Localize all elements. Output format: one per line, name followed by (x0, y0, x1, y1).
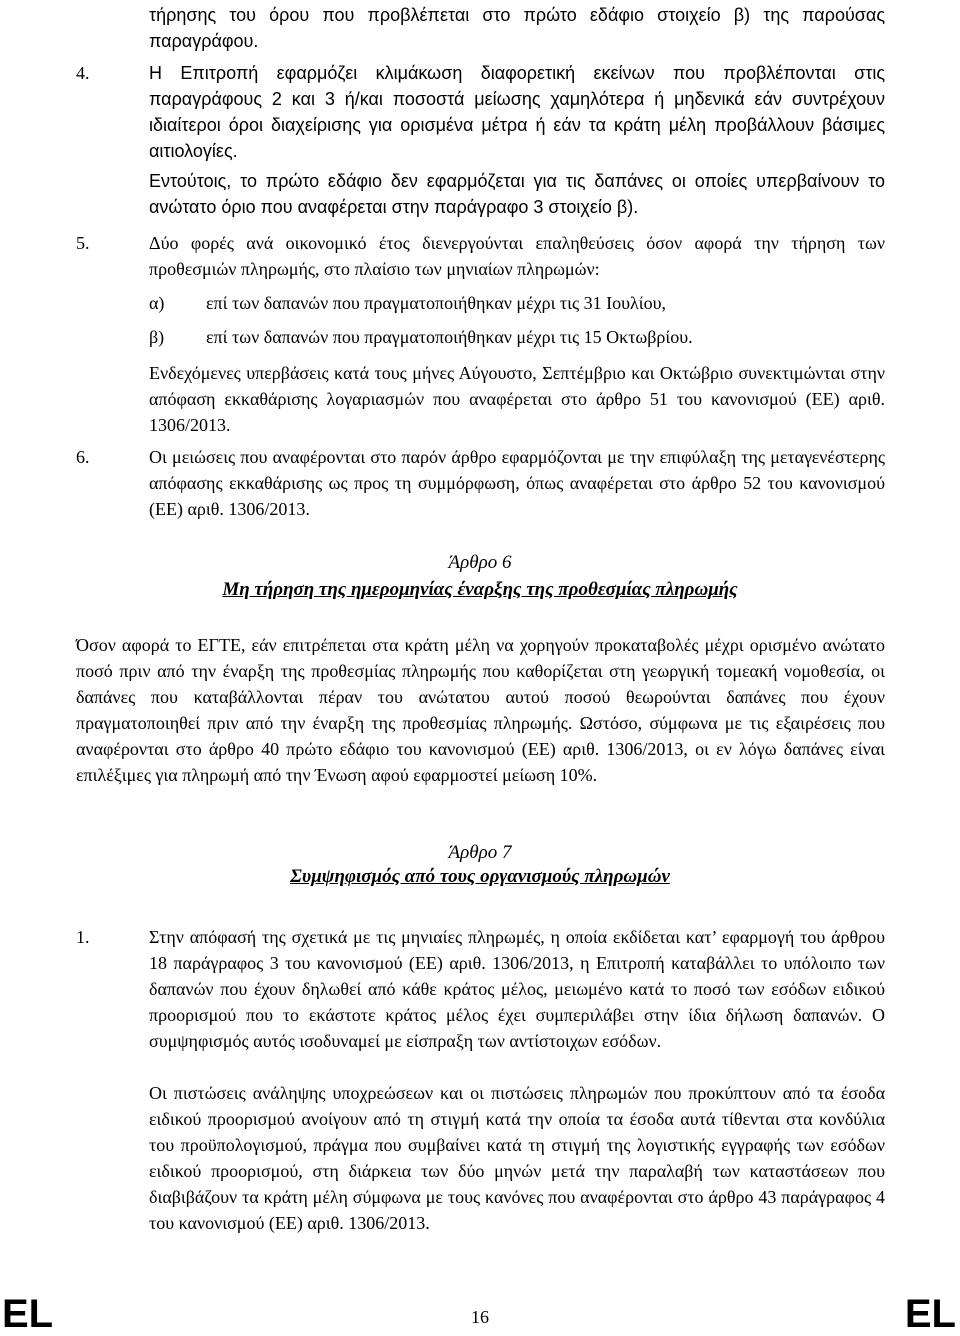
paragraph-5-number: 5. (76, 233, 90, 253)
article-7-paragraph-1-number: 1. (76, 927, 90, 947)
list-item-text: επί των δαπανών που πραγματοποιήθηκαν μέχρι τις 31 Ιουλίου, (206, 293, 667, 313)
footer-language-left: EL (2, 1292, 54, 1336)
paragraph-6-number: 6. (76, 447, 90, 467)
paragraph-6-text: Οι μειώσεις που αναφέρονται στο παρόν άρθρο εφαρμόζονται με την επιφύλαξη της μεταγενέστερης απόφασης εκκαθάρισης ως προς τη συμμόρφωση, όπως αναφέρεται στο άρθρο 52 του κανονισμού (ΕΕ) αριθ. 1306/2013. (149, 447, 885, 519)
list-item-label: β) (149, 327, 165, 347)
paragraph-4-number: 4. (76, 63, 90, 83)
article-6-text: Όσον αφορά το ΕΓΤΕ, εάν επιτρέπεται στα κράτη μέλη να χορηγούν προκαταβολές μέχρι ορισμένο ανώτατο ποσό πριν από την έναρξη της προθεσμίας πληρωμής που καθορίζεται στη γεωργική τομεακή νομοθεσία, οι δαπάνες που καταβάλλονται πέραν του ανώτατου αυτού ποσού θεωρούνται δαπάνες που έχουν πραγματοποιηθεί πριν από την έναρξη της προθεσμίας πληρωμής. Ωστόσο, σύμφωνα με τις εξαιρέσεις που αναφέρονται στο άρθρο 40 πρώτο εδάφιο του κανονισμού (ΕΕ) αριθ. 1306/2013, οι εν λόγω δαπάνες είναι επιλέξιμες για πληρωμή από την Ένωση αφού εφαρμοστεί μείωση 10%. (76, 635, 885, 785)
article-7-title: Συμψηφισμός από τους οργανισμούς πληρωμών (290, 866, 670, 887)
footer-language-right: EL (904, 1292, 956, 1336)
paragraph-3-continuation: τήρησης του όρου που προβλέπεται στο πρώτο εδάφιο στοιχείο β) της παρούσας παραγράφου. (149, 5, 885, 51)
paragraph-4-text: Η Επιτροπή εφαρμόζει κλιμάκωση διαφορετική εκείνων που προβλέπονται στις παραγράφους 2 και 3 ή/και ποσοστά μείωσης χαμηλότερα ή μηδενικά εάν συντρέχουν ιδιαίτεροι όροι διαχείρισης για ορισμένα μέτρα ή εάν τα κράτη μέλη προβάλλουν βάσιμες αιτιολογίες. (149, 63, 885, 161)
article-6-label: Άρθρο 6 (448, 552, 512, 573)
article-6-title: Μη τήρηση της ημερομηνίας έναρξης της προθεσμίας πληρωμής (222, 579, 738, 600)
list-item-text: επί των δαπανών που πραγματοποιήθηκαν μέχρι τις 15 Οκτωβρίου. (206, 327, 693, 347)
list-item-label: α) (149, 293, 165, 313)
paragraph-4-subparagraph: Εντούτοις, το πρώτο εδάφιο δεν εφαρμόζεται για τις δαπάνες οι οποίες υπερβαίνουν το ανώτατο όριο που αναφέρεται στην παράγραφο 3 στοιχείο β). (149, 171, 885, 217)
paragraph-5-subparagraph: Ενδεχόμενες υπερβάσεις κατά τους μήνες Αύγουστο, Σεπτέμβριο και Οκτώβριο συνεκτιμώνται στην απόφαση εκκαθάρισης λογαριασμών που αναφέρεται στο άρθρο 51 του κανονισμού (ΕΕ) αριθ. 1306/2013. (149, 363, 885, 435)
article-7-label: Άρθρο 7 (448, 842, 512, 863)
paragraph-5-text: Δύο φορές ανά οικονομικό έτος διενεργούνται επαληθεύσεις όσον αφορά την τήρηση των προθεσμιών πληρωμής, στο πλαίσιο των μηνιαίων πληρωμών: (149, 233, 885, 279)
article-7-paragraph-1-subparagraph: Οι πιστώσεις ανάληψης υποχρεώσεων και οι πιστώσεις πληρωμών που προκύπτουν από τα έσοδα ειδικού προορισμού ανοίγουν από τη στιγμή κατά την οποία τα έσοδα αυτά τίθενται στα κονδύλια του προϋπολογισμού, πράγμα που συμβαίνει κατά τη στιγμή της λογιστικής εγγραφής των εσόδων ειδικού προορισμού, στη διάρκεια των δύο μηνών μετά την παραλαβή των καταστάσεων που διαβιβάζουν τα κράτη μέλη σύμφωνα με τους κανόνες που αναφέρονται στο άρθρο 43 παράγραφος 4 του κανονισμού (ΕΕ) αριθ. 1306/2013. (149, 1083, 885, 1233)
article-7-paragraph-1-text: Στην απόφασή της σχετικά με τις μηνιαίες πληρωμές, η οποία εκδίδεται κατ’ εφαρμογή του άρθρου 18 παράγραφος 3 του κανονισμού (ΕΕ) αριθ. 1306/2013, η Επιτροπή καταβάλλει το υπόλοιπο των δαπανών που έχουν δηλωθεί από κάθε κράτος μέλος, μειωμένο κατά το ποσό των εσόδων ειδικού προορισμού που το εκάστοτε κράτος μέλος έχει συμπεριλάβει στην ίδια δήλωση δαπανών. Ο συμψηφισμός αυτός ισοδυναμεί με είσπραξη των αντίστοιχων εσόδων. (149, 927, 885, 1051)
page-number: 16 (471, 1307, 489, 1327)
